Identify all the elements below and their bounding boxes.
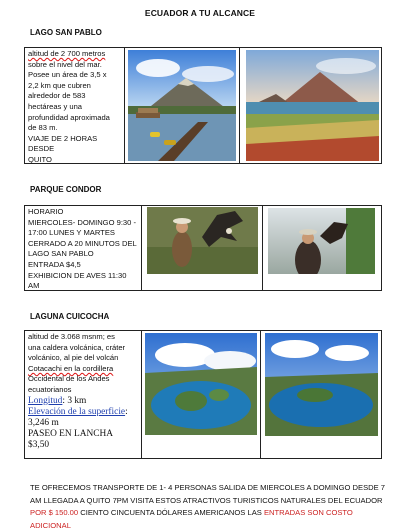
text-line: 17:00 LUNES Y MARTES [28, 228, 115, 238]
text-line: sobre el nivel del mar. [28, 59, 102, 69]
elevacion-line [28, 407, 138, 418]
text-line: ecuatorianos [28, 384, 72, 394]
section-heading-parque-condor: PARQUE CONDOR [30, 185, 102, 194]
text-line: volcánico, al pie del volcán [28, 353, 119, 363]
text-line: ENTRADA $4,5 [28, 259, 81, 269]
text-line: una caldera volcánica, cráter [28, 342, 126, 352]
text-line: Cotacachi en la cordillera [28, 363, 114, 373]
lago-san-pablo-text-cell [24, 47, 125, 164]
text-line: profundidad aproximada [28, 112, 110, 122]
text-line: hectáreas y una [28, 101, 83, 111]
section-heading-laguna-cuicocha: LAGUNA CUICOCHA [30, 312, 110, 321]
section-heading-lago-san-pablo: LAGO SAN PABLO [30, 28, 102, 37]
lake-with-pier-and-volcano-photo [128, 50, 236, 161]
boat-ride-price: $3,50 [28, 440, 50, 451]
text-line: Occidental de los Andes [28, 374, 110, 384]
parque-condor-text-cell [24, 205, 142, 291]
text-line: altitud de 3.068 msnm; es [28, 332, 115, 341]
falconer-with-condor-photo [147, 207, 258, 274]
crater-lake-wide-photo [265, 333, 378, 436]
text-line: alrededor de 583 [28, 91, 86, 101]
text-line: QUITO [28, 154, 52, 164]
text-line: altitud de 2 700 metros [28, 49, 106, 58]
falconer-with-eagle-photo [268, 208, 375, 274]
laguna-cuicocha-description [25, 331, 141, 453]
lake-valley-volcano-sunset-photo [246, 50, 379, 161]
lago-san-pablo-description [25, 48, 124, 164]
parque-condor-description [25, 206, 141, 291]
text-line: de 83 m. [28, 123, 58, 133]
text-line: MIERCOLES- DOMINGO 9:30 - [28, 217, 137, 227]
laguna-cuicocha-text-cell [24, 330, 142, 459]
longitud-link[interactable]: Longitud [28, 395, 63, 406]
text-line: Posee un área de 3,5 x [28, 70, 107, 80]
elevacion-colon: : [125, 406, 128, 417]
offer-text-continued: CIENTO CINCUENTA DÓLARES AMERICANOS LAS [78, 508, 264, 518]
crater-lake-islands-photo [145, 333, 257, 435]
boat-ride-label: PASEO EN LANCHA [28, 429, 114, 440]
longitud-line [28, 396, 138, 407]
text-line: AM [28, 281, 40, 291]
document-title: ECUADOR A TU ALCANCE [144, 8, 256, 18]
text-line: CERRADO A 20 MINUTOS DEL [28, 238, 137, 248]
longitud-value: : 3 km [62, 395, 87, 406]
offer-text: TE OFRECEMOS TRANSPORTE DE 1- 4 PERSONAS SALIDA DE MIERCOLES A DOMINGO DESDE 7 AM LLEGADA A QUITO 7PM VISITA ESTOS ATRACTIVOS TURISTICOS NATURALES DEL ECUADOR [30, 483, 386, 505]
text-line: EXHIBICION DE AVES 11:30 [28, 270, 127, 280]
text-line: VIAJE DE 2 HORAS DESDE [28, 133, 98, 154]
elevacion-number: 3,246 m [28, 417, 59, 428]
offer-note: ENTRADAS SON COSTO ADICIONAL [30, 508, 353, 530]
text-line: HORARIO [28, 207, 64, 216]
text-line: LAGO SAN PABLO [28, 249, 94, 259]
offer-price: POR $ 150.00 [30, 508, 79, 518]
elevacion-link[interactable]: Elevación de la superficie [28, 406, 126, 417]
transport-offer-text [30, 482, 386, 532]
text-line: 2,2 km que cubren [28, 80, 91, 90]
